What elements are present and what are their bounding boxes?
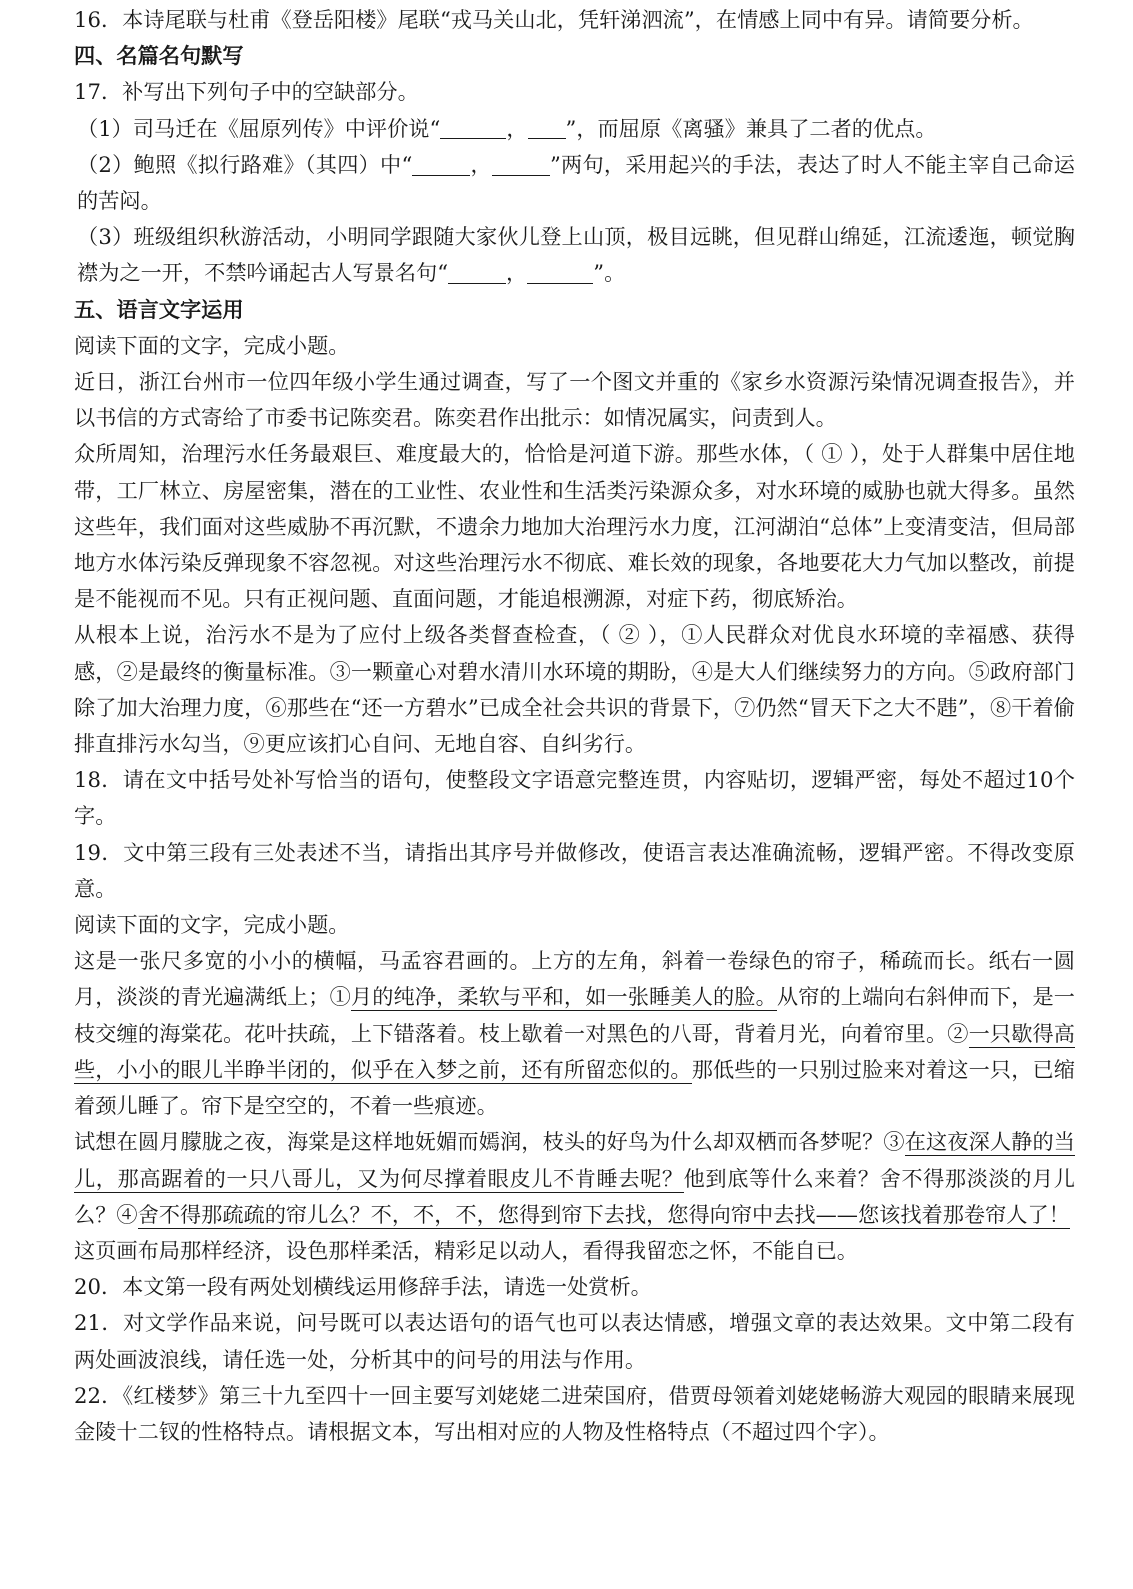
- item-3-text-c: ”。: [593, 260, 626, 286]
- section-4-heading: 四、名篇名句默写: [74, 43, 244, 69]
- item-1-comma: ，: [506, 115, 528, 141]
- answer-blank[interactable]: [412, 152, 470, 175]
- question-17-item-2: [74, 147, 1075, 219]
- reading-2-paragraph-1: [74, 943, 1075, 1124]
- paragraph-text: 他到底等什么来着？舍不得那淡淡的月儿么？④: [74, 1165, 1075, 1227]
- item-3-comma: ，: [506, 260, 528, 286]
- paragraph-text: 试想在圆月朦胧之夜，海棠是这样地妩媚而嫣润，枝头的好鸟为什么却双栖而各梦呢？③: [74, 1129, 905, 1155]
- item-2-comma: ，: [470, 151, 492, 177]
- marked-sentence-3: 在这夜深人静的当儿，那高踞着的一只八哥儿，又为何尽撑着眼皮儿不肯睡去呢？: [74, 1129, 1075, 1191]
- question-18: 18．请在文中括号处补写恰当的语句，使整段文字语意完整连贯，内容贴切，逻辑严密，每处不超过10个字。: [74, 767, 1075, 829]
- item-2-text-a: （2）鲍照《拟行路难》（其四）中“: [77, 151, 413, 177]
- underlined-sentence-1: 月的纯净，柔软与平和，如一张睡美人的脸。: [350, 984, 777, 1010]
- question-21: 21．对文学作品来说，问号既可以表达语句的语气也可以表达情感，增强文章的表达效果。文中第二段有两处画波浪线，请任选一处，分析其中的问号的用法与作用。: [74, 1310, 1075, 1372]
- item-2-text-c: ”两句，采用起兴的手法，表达了时人不能主宰自己命运的苦闷。: [77, 151, 1075, 214]
- question-19: 19．文中第三段有三处表述不当，请指出其序号并做修改，使语言表达准确流畅，逻辑严密。不得改变原意。: [74, 839, 1075, 901]
- reading-1-paragraph-1: 近日，浙江台州市一位四年级小学生通过调查，写了一个图文并重的《家乡水资源污染情况调查报告》，并以书信的方式寄给了市委书记陈奕君。陈奕君作出批示：如情况属实，问责到人。: [74, 369, 1075, 431]
- reading-1-paragraph-3: 从根本上说，治污水不是为了应付上级各类督查检查，（ ② ），①人民群众对优良水环境的幸福感、获得感，②是最终的衡量标准。③一颗童心对碧水清川水环境的期盼，④是大人们继续努力的方向。⑤政府部门除了加大治理力度，⑥那些在“还一方碧水”已成全社会共识的背景下，⑦仍然“冒天下之大不韪”，⑧干着偷排直排污水勾当，⑨更应该扪心自问、无地自容、自纠劣行。: [74, 622, 1075, 757]
- answer-blank[interactable]: [528, 116, 566, 139]
- item-1-text-c: ”，而屈原《离骚》兼具了二者的优点。: [565, 115, 937, 141]
- answer-blank[interactable]: [527, 261, 593, 284]
- reading-1-intro: 阅读下面的文字，完成小题。: [74, 332, 350, 358]
- paragraph-text: 这是一张尺多宽的小小的横幅，马孟容君画的。上方的左角，斜着一卷绿色的帘子，稀疏而长。纸右一圆月，淡淡的青光遍满纸上；①: [74, 948, 1075, 1010]
- answer-blank[interactable]: [492, 152, 550, 175]
- question-17-item-3: [74, 219, 1075, 291]
- reading-2-paragraph-3: 这页画布局那样经济，设色那样柔活，精彩足以动人，看得我留恋之怀，不能自已。: [74, 1237, 858, 1263]
- question-22: 22．《红楼梦》第三十九至四十一回主要写刘姥姥二进荣国府，借贾母领着刘姥姥畅游大观园的眼睛来展现金陵十二钗的性格特点。请根据文本，写出相对应的人物及性格特点（不超过四个字）。: [74, 1382, 1075, 1444]
- section-5-heading: 五、语言文字运用: [74, 296, 244, 322]
- underlined-sentence-2: 一只歇得高些，小小的眼儿半睁半闭的，似乎在入梦之前，还有所留恋似的。: [74, 1020, 1075, 1082]
- item-1-text-a: （1）司马迁在《屈原列传》中评价说“: [77, 115, 441, 141]
- reading-2-paragraph-2: [74, 1124, 1075, 1233]
- question-17-stem: 17．补写出下列句子中的空缺部分。: [74, 79, 419, 105]
- question-16: 16．本诗尾联与杜甫《登岳阳楼》尾联“戎马关山北，凭轩涕泗流”，在情感上同中有异。请简要分析。: [74, 7, 1034, 32]
- reading-1-paragraph-2: 众所周知，治理污水任务最艰巨、难度最大的，恰恰是河道下游。那些水体，（ ① ），处于人群集中居住地带，工厂林立、房屋密集，潜在的工业性、农业性和生活类污染源众多，对水环境的威胁也就大得多。虽然这些年，我们面对这些威胁不再沉默，不遗余力地加大治理污水力度，江河湖泊“总体”上变清变洁，但局部地方水体污染反弹现象不容忽视。对这些治理污水不彻底、难长效的现象，各地要花大力气加以整改，前提是不能视而不见。只有正视问题、直面问题，才能追根溯源，对症下药，彻底矫治。: [74, 441, 1075, 612]
- reading-2-intro: 阅读下面的文字，完成小题。: [74, 912, 350, 938]
- answer-blank[interactable]: [440, 116, 506, 139]
- answer-blank[interactable]: [448, 261, 506, 284]
- item-3-text-a: （3）班级组织秋游活动，小明同学跟随大家伙儿登上山顶，极目远眺，但见群山绵延，江流逶迤，顿觉胸襟为之一开，不禁吟诵起古人写景名句“: [77, 224, 1075, 286]
- marked-sentence-4: 舍不得那疏疏的帘儿么？不，不，不，您得到帘下去找，您得向帘中去找——您该找着那卷帘人了！: [137, 1201, 1070, 1227]
- paragraph-text: 那低些的一只别过脸来对着这一只，已缩着颈儿睡了。帘下是空空的，不着一些痕迹。: [74, 1056, 1075, 1119]
- question-17-item-1: [74, 111, 1075, 147]
- paragraph-text: 从帘的上端向右斜伸而下，是一枝交缠的海棠花。花叶扶疏，上下错落着。枝上歇着一对黑色的八哥，背着月光，向着帘里。②: [74, 984, 1075, 1046]
- question-20: 20．本文第一段有两处划横线运用修辞手法，请选一处赏析。: [74, 1274, 652, 1300]
